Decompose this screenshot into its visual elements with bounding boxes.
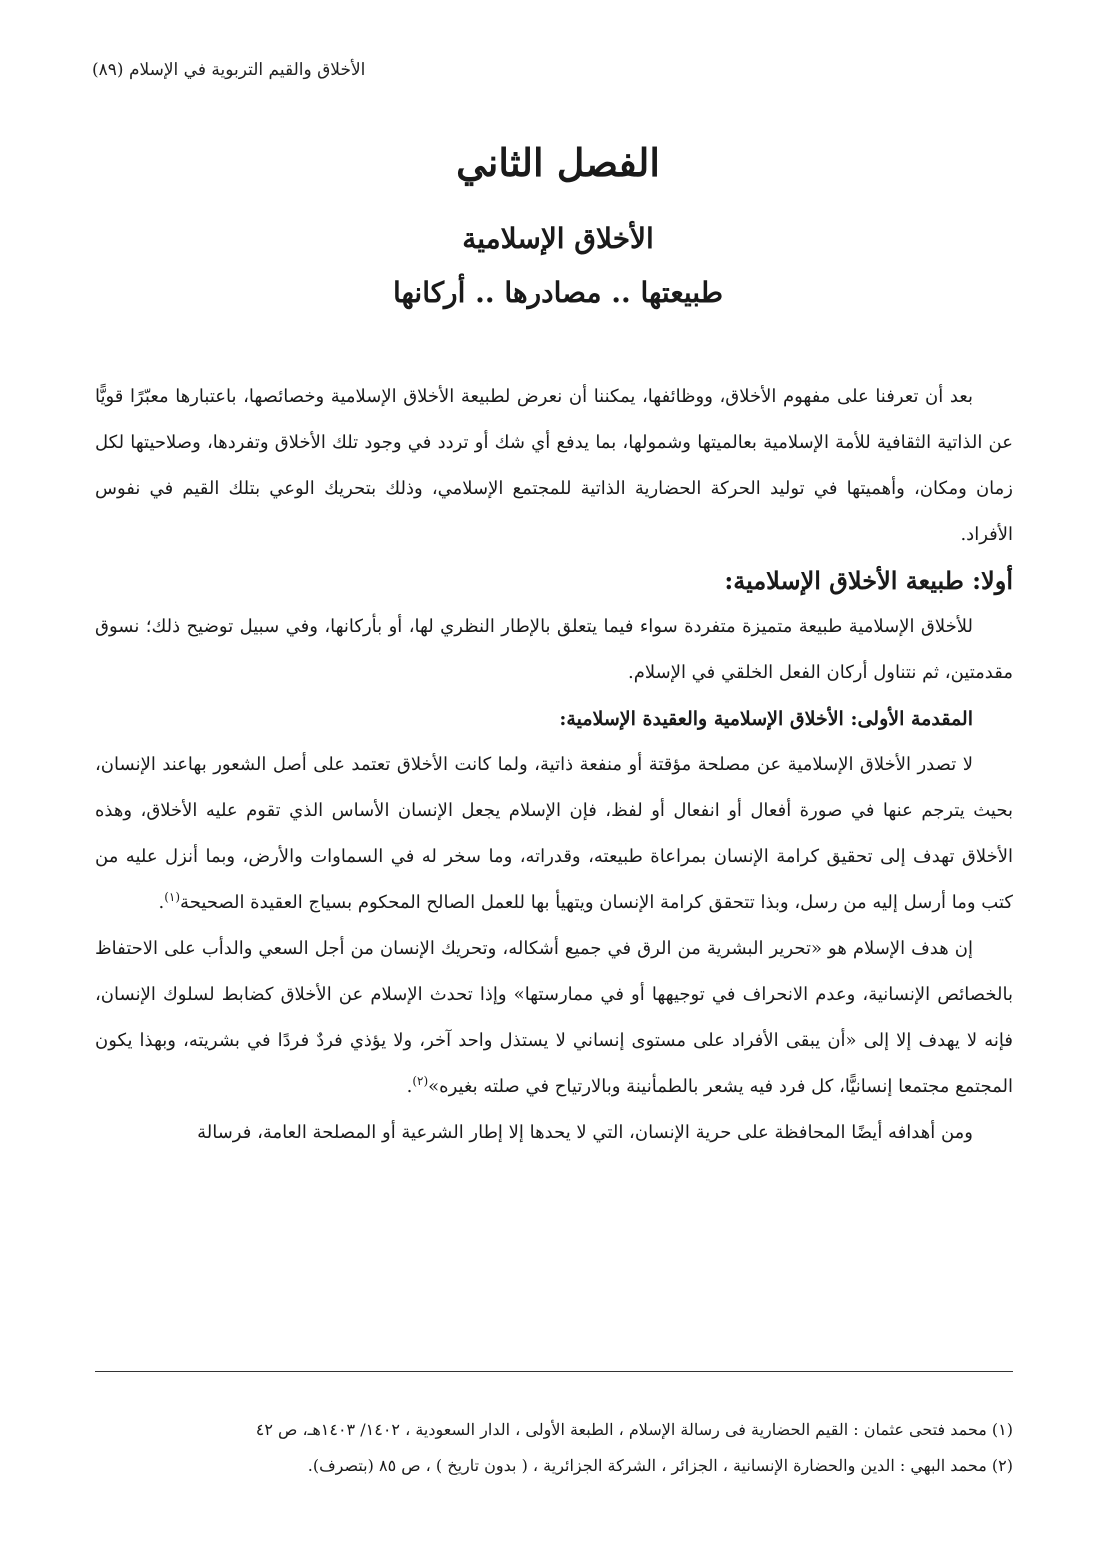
footnote-divider [95, 1371, 1013, 1372]
chapter-title: الفصل الثاني [456, 140, 660, 185]
footnote-1: (١) محمد فتحى عثمان : القيم الحضارية فى رسالة الإسلام ، الطبعة الأولى ، الدار السعودية ، ١٤٠٢/ ١٤٠٣هـ، ص ٤٢ [255, 1420, 1013, 1439]
sub-heading: المقدمة الأولى: الأخلاق الإسلامية والعقيدة الإسلامية: [559, 708, 973, 730]
intro-paragraph: بعد أن تعرفنا على مفهوم الأخلاق، ووظائفها، يمكننا أن نعرض لطبيعة الأخلاق الإسلامية وخصائصها، باعتبارها معبّرًا قويًّا عن الذاتية الثقافية للأمة الإسلامية بعالميتها وشمولها، بما يدفع أي شك أو تردد في وجود تلك الأخلاق وتفردها، وصلاحيتها لكل زمان ومكان، وأهميتها في توليد الحركة الحضارية الذاتية للمجتمع الإسلامي، وذلك بتحريك الوعي بتلك القيم في نفوس الأفراد. [95, 386, 1013, 545]
footnote-ref-2: (٢) [412, 1074, 429, 1088]
footnote-ref-1: (١) [164, 890, 181, 904]
chapter-subtitle: الأخلاق الإسلامية [462, 222, 654, 255]
paragraph-4: إن هدف الإسلام هو «تحرير البشرية من الرق في جميع أشكاله، وتحريك الإنسان من أجل السعي والدأب على الاحتفاظ بالخصائص الإنسانية، وعدم الانحراف في توجيهها أو في ممارستها» وإذا تحدث الإسلام عن الأخلاق كضابط لسلوك الإنسان، فإنه لا يهدف إلا إلى «أن يبقى الأفراد على مستوى إنساني لا يستذل واحد آخر، ولا يؤذي فردٌ فردًا في بشريته، وبهذا يكون المجتمع مجتمعا إنسانيًّا، كل فرد فيه يشعر بالطمأنينة وبالارتياح في صلته بغيره»$^{(٢)}$. [95, 938, 1013, 1097]
paragraph-4-text: إن هدف الإسلام هو «تحرير البشرية من الرق في جميع أشكاله، وتحريك الإنسان من أجل السعي والدأب على الاحتفاظ بالخصائص الإنسانية، وعدم الانحراف في توجيهها أو في ممارستها» وإذا تحدث الإسلام عن الأخلاق كضابط لسلوك الإنسان، فإنه لا يهدف إلا إلى «أن يبقى الأفراد على مستوى إنساني لا يستذل واحد آخر، ولا يؤذي فردٌ فردًا في بشريته، وبهذا يكون المجتمع مجتمعا إنسانيًّا، كل فرد فيه يشعر بالطمأنينة وبالارتياح في صلته بغيره» [95, 938, 1013, 1097]
footnotes [95, 1412, 1013, 1484]
footnote-2: (٢) محمد البهي : الدين والحضارة الإنسانية ، الجزائر ، الشركة الجزائرية ، ( بدون تاريخ ) ، ص ٨٥ (بتصرف). [307, 1456, 1013, 1475]
section-paragraph: للأخلاق الإسلامية طبيعة متميزة متفردة سواء فيما يتعلق بالإطار النظري لها، أو بأركانها، وفي سبيل توضيح ذلك؛ نسوق مقدمتين، ثم نتناول أركان الفعل الخلقي في الإسلام. [95, 616, 1013, 683]
section-heading: أولا: طبيعة الأخلاق الإسلامية: [724, 566, 1013, 595]
chapter-subtitle-secondary: طبيعتها .. مصادرها .. أركانها [392, 276, 724, 309]
paragraph-3: لا تصدر الأخلاق الإسلامية عن مصلحة مؤقتة أو منفعة ذاتية، ولما كانت الأخلاق تعتمد على أصل الشعور بهاعند الإنسان، بحيث يترجم عنها في صورة أفعال أو انفعال أو لفظ، فإن الإسلام يجعل الإنسان الأساس الذي تقوم عليه الأخلاق، وهذه الأخلاق تهدف إلى تحقيق كرامة الإنسان بمراعاة طبيعته، وقدراته، وما سخر له في السماوات والأرض، وبما أنزل عليه من كتب وما أرسل إليه من رسل، وبذا تتحقق كرامة الإنسان ويتهيأ بها للعمل الصالح المحكوم بسياج العقيدة الصحيحة$^{(١)}$. [95, 754, 1013, 913]
paragraph-5: ومن أهدافه أيضًا المحافظة على حرية الإنسان، التي لا يحدها إلا إطار الشرعية أو المصلحة العامة، فرسالة [197, 1122, 973, 1143]
paragraph-3-text: لا تصدر الأخلاق الإسلامية عن مصلحة مؤقتة أو منفعة ذاتية، ولما كانت الأخلاق تعتمد على أصل الشعور بهاعند الإنسان، بحيث يترجم عنها في صورة أفعال أو انفعال أو لفظ، فإن الإسلام يجعل الإنسان الأساس الذي تقوم عليه الأخلاق، وهذه الأخلاق تهدف إلى تحقيق كرامة الإنسان بمراعاة طبيعته، وقدراته، وما سخر له في السماوات والأرض، وبما أنزل عليه من كتب وما أرسل إليه من رسل، وبذا تتحقق كرامة الإنسان ويتهيأ بها للعمل الصالح المحكوم بسياج العقيدة الصحيحة [95, 754, 1013, 913]
running-header: الأخلاق والقيم التربوية في الإسلام (٨٩) [92, 60, 366, 80]
body-text [95, 374, 1013, 1156]
